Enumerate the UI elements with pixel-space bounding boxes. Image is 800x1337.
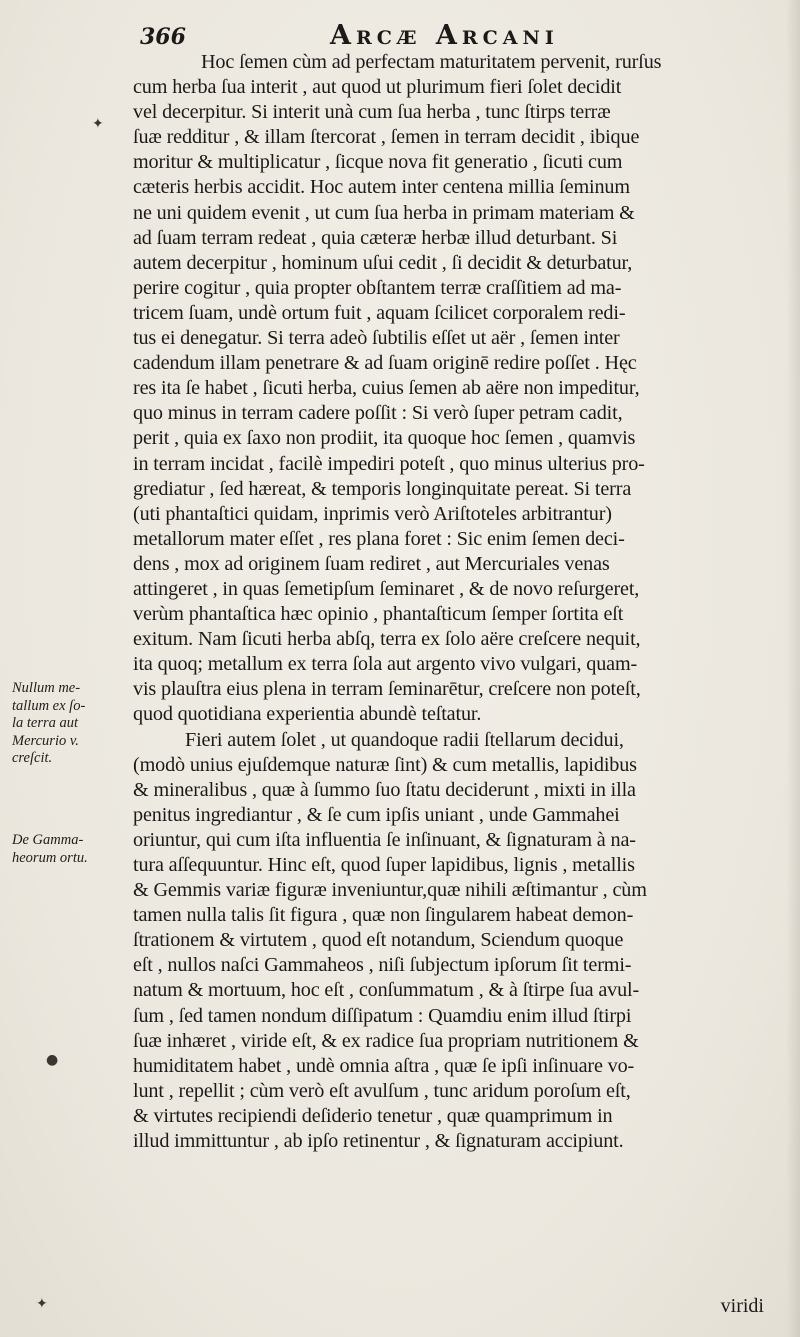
text-line: & mineralibus , quæ à ſummo ſuo ſtatu deciderunt , mixti in illa	[133, 778, 636, 801]
text-line: penitus ingrediantur , & ſe cum ipſis uniant , unde Gammahei	[133, 803, 620, 826]
text-line: (uti phantaſtici quidam, inprimis verò Ariſtoteles arbitrantur)	[133, 502, 612, 525]
text-line: natum & mortuum, hoc eſt , conſummatum , & à ſtirpe ſua avul-	[133, 979, 640, 1002]
text-line: ſtrationem & virtutem , quod eſt notandum, Sciendum quoque	[133, 929, 624, 952]
text-line: cum herba ſua interit , aut quod ut plurimum fieri ſolet decidit	[133, 76, 622, 99]
text-line: ad ſuam terram redeat , quia cæteræ herbæ illud deturbant. Si	[133, 226, 618, 249]
text-line: dens , mox ad originem ſuam rediret , aut Mercuriales venas	[133, 552, 610, 575]
text-line: cæteris herbis accidit. Hoc autem inter centena millia ſeminum	[133, 176, 630, 199]
text-line: & Gemmis variæ figuræ inveniuntur,quæ nihili æſtimantur , cùm	[133, 879, 647, 902]
text-line: tura aſſequuntur. Hinc eſt, quod ſuper lapidibus, lignis , metallis	[133, 854, 635, 876]
margin-note-line: tallum ex ſo-	[12, 697, 86, 714]
text-line: ita quoq; metallum ex terra ſola aut argento vivo vulgari, quam-	[133, 653, 638, 676]
text-line: vel decerpitur. Si interit unà cum ſua herba , tunc ſtirps terræ	[133, 101, 611, 124]
running-head: Arcæ Arcani	[330, 20, 559, 51]
text-line: tus ei denegatur. Si terra adeò ſubtilis eſſet ut aër , ſemen inter	[133, 327, 620, 350]
text-line: ſuæ inhæret , viride eſt, & ex radice ſua propriam nutritionem &	[133, 1029, 639, 1052]
text-line: & virtutes recipiendi deſiderio tenetur , quæ quamprimum in	[133, 1104, 613, 1127]
text-line: in terram incidat , facilè impediri poteſt , quo minus ulterius pro-	[133, 452, 645, 475]
margin-note-line: De Gamma-	[12, 832, 84, 848]
text-line: humiditatem habet , undè omnia aſtra , quæ ſe ipſi inſinuare vo-	[133, 1054, 635, 1077]
text-line: eſt , nullos naſci Gammaheos , niſi ſubjectum ipſorum ſit termi-	[133, 954, 632, 977]
text-line: Fieri autem ſolet , ut quandoque radii ſtellarum decidui,	[185, 728, 624, 751]
text-line: ſum , ſed tamen nondum diſſipatum : Quamdiu enim illud ſtirpi	[133, 1004, 632, 1027]
text-line: metallorum mater eſſet , res plana foret : Sic enim ſemen deci-	[133, 527, 625, 550]
margin-note-line: la terra aut	[12, 715, 79, 731]
page-edge-shadow	[786, 0, 800, 1337]
text-line: perit , quia ex ſaxo non prodiit, ita quoque hoc ſemen , quamvis	[133, 427, 636, 450]
margin-note-line: Nullum me-	[12, 680, 81, 696]
main-text	[133, 50, 791, 1154]
text-line: perire cogitur , quia propter obſtantem terræ craſſitiem ad ma-	[133, 276, 622, 299]
text-line: tricem ſuam, undè ortum fuit , aquam ſcilicet corporalem redi-	[133, 301, 626, 324]
ink-speck-icon: ✦	[36, 1296, 48, 1312]
text-line: oriuntur, qui cum iſta influentia ſe inſinuant, & ſignaturam à na-	[133, 828, 636, 851]
ink-speck-icon: ✦	[92, 116, 104, 132]
text-line: moritur & multiplicatur , ſicque nova fit generatio , ſicuti cum	[133, 151, 623, 174]
text-line: Hoc ſemen cùm ad perfectam maturitatem pervenit, rurſus	[201, 51, 662, 73]
text-line: quod quotidiana experientia abundè teſtatur.	[133, 703, 482, 726]
text-line: exitum. Nam ſicuti herba abſq, terra ex ſolo aëre creſcere nequit,	[133, 628, 641, 651]
text-line: res ita ſe habet , ſicuti herba, cuius ſemen ab aëre non impeditur,	[133, 377, 640, 400]
text-line: quo minus in terram cadere poſſit : Si verò ſuper petram cadit,	[133, 402, 623, 425]
text-line: grediatur , ſed hæreat, & temporis longinquitate pereat. Si terra	[133, 477, 632, 500]
text-line: illud immittuntur , ab ipſo retinentur , & ſignaturam accipiunt.	[133, 1130, 624, 1153]
margin-note-line: Mercurio v.	[12, 732, 79, 749]
text-line: cadendum illam penetrare & ad ſuam originē redire poſſet . Hęc	[133, 352, 637, 375]
catchword: viridi	[720, 1295, 764, 1317]
page-number: 366	[140, 24, 186, 50]
margin-note-metal	[12, 680, 130, 768]
text-line: (modò unius ejuſdemque naturæ ſint) & cum metallis, lapidibus	[133, 753, 637, 776]
text-line: autem decerpitur , hominum uſui cedit , ſi decidit & deturbatur,	[133, 251, 633, 274]
text-line: ne uni quidem evenit , ut cum ſua herba in primam materiam &	[133, 201, 635, 224]
text-line: lunt , repellit ; cùm verò eſt avulſum , tunc aridum poroſum eſt,	[133, 1079, 631, 1102]
text-line: tamen nulla talis ſit figura , quæ non ſingularem habeat demon-	[133, 904, 634, 927]
text-line: vis plauſtra eius plena in terram ſeminarētur, creſcere non poteſt,	[133, 678, 641, 701]
ink-speck-icon: ●	[46, 1052, 59, 1068]
margin-note-line: creſcit.	[12, 750, 53, 766]
text-line: attingeret , in quas ſemetipſum ſeminaret , & de novo reſurgeret,	[133, 577, 640, 600]
margin-note-line: heorum ortu.	[12, 849, 88, 866]
margin-note-gammahei	[12, 832, 130, 867]
text-line: verùm phantaſtica hæc opinio , phantaſticum ſemper ſortita eſt	[133, 603, 624, 626]
text-line: ſuæ redditur , & illam ſtercorat , ſemen in terram decidit , ibique	[133, 126, 640, 149]
